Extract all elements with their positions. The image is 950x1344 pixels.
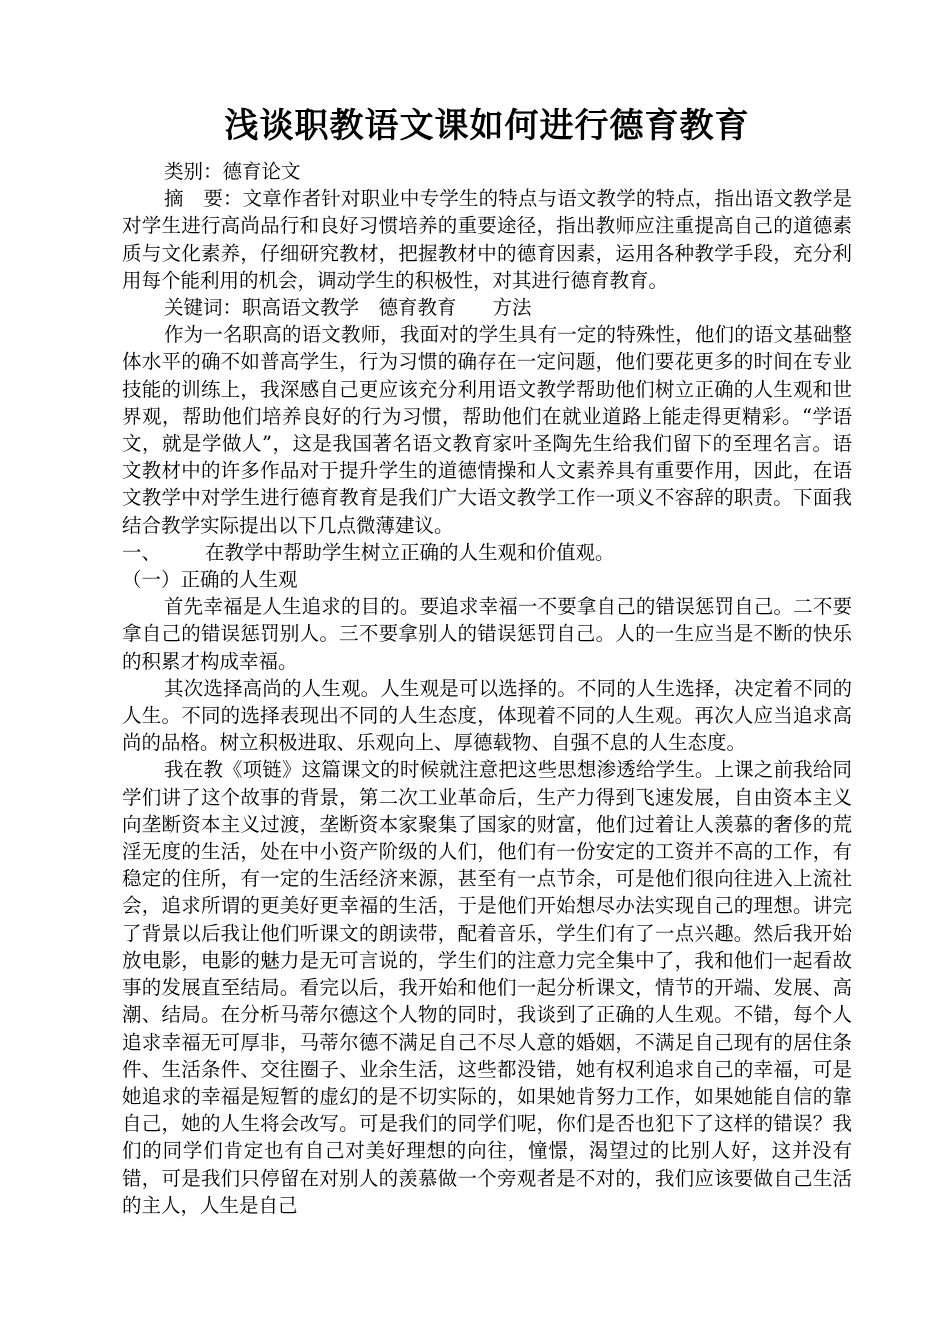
- section-title: 在教学中帮助学生树立正确的人生观和价值观。: [205, 540, 615, 564]
- section-number: 一、: [122, 540, 162, 564]
- body-paragraph-3: 我在教《项链》这篇课文的时候就注意把这些思想渗透给学生。上课之前我给同学们讲了这个故事的背景，第二次工业革命后，生产力得到飞速发展，自由资本主义向垄断资本主义过渡，垄断资本家聚集了国家的财富，他们过着让人羡慕的奢侈的荒淫无度的生活，处在中小资产阶级的人们，他们有一份安定的工资并不高的工作，有稳定的住所，有一定的生活经济来源，甚至有一点节余，可是他们很向往进入上流社会，追求所谓的更美好更幸福的生活，于是他们开始想尽办法实现自己的理想。讲完了背景以后我让他们听课文的朗读带，配着音乐，学生们有了一点兴趣。然后我开始放电影，电影的魅力是无可言说的，学生们的注意力完全集中了，我和他们一起看故事的发展直至结局。看完以后，我开始和他们一起分析课文，情节的开端、发展、高潮、结局。在分析马蒂尔德这个人物的同时，我谈到了正确的人生观。不错，每个人追求幸福无可厚非，马蒂尔德不满足自己不尽人意的婚姻，不满足自己现有的居住条件、生活条件、交往圈子、业余生活，这些都没错，她有权利追求自己的幸福，可是她追求的幸福是短暂的虚幻的是不切实际的，如果她肯努力工作，如果她能自信的靠自己，她的人生将会改写。可是我们的同学们呢，你们是否也犯下了这样的错误？我们的同学们肯定也有自己对美好理想的向往，憧憬，渴望过的比别人好，这并没有错，可是我们只停留在对别人的羡慕做一个旁观者是不对的，我们应该要做自己生活的主人，人生是自己: [122, 758, 852, 1217]
- keywords-line: [122, 294, 852, 321]
- section-heading-1: [122, 539, 852, 566]
- document-title: 浅谈职教语文课如何进行德育教育: [224, 106, 750, 146]
- keywords-text: 关键词：职高语文教学 德育教育: [164, 296, 457, 320]
- intro-paragraph: 作为一名职高的语文教师，我面对的学生具有一定的特殊性，他们的语文基础整体水平的确不如普高学生，行为习惯的确存在一定问题，他们要花更多的时间在专业技能的训练上，我深感自己更应该充分利用语文教学帮助他们树立正确的人生观和世界观，帮助他们培养良好的行为习惯，帮助他们在就业道路上能走得更精彩。“学语文，就是学做人”，这是我国著名语文教育家叶圣陶先生给我们留下的至理名言。语文教材中的许多作品对于提升学生的道德情操和人文素养具有重要作用，因此，在语文教学中对学生进行德育教育是我们广大语文教学工作一项义不容辞的职责。下面我结合教学实际提出以下几点微薄建议。: [122, 323, 852, 537]
- keywords-last: 方法: [492, 296, 532, 320]
- document-page: [122, 100, 852, 1219]
- body-paragraph-2: 其次选择高尚的人生观。人生观是可以选择的。不同的人生选择，决定着不同的人生。不同的选择表现出不同的人生态度，体现着不同的人生观。再次人应当追求高尚的品格。树立积极进取、乐观向上、厚德载物、自强不息的人生态度。: [122, 676, 852, 755]
- category-line: 类别：德育论文: [164, 160, 301, 183]
- abstract-paragraph: 摘 要：文章作者针对职业中专学生的特点与语文教学的特点，指出语文教学是对学生进行高尚品行和良好习惯培养的重要途径，指出教师应注重提高自己的道德素质与文化素养，仔细研究教材，把握教材中的德育因素，运用各种教学手段，充分利用每个能利用的机会，调动学生的积极性，对其进行德育教育。: [122, 187, 852, 292]
- subsection-heading-1: （一）正确的人生观: [122, 568, 298, 592]
- body-paragraph-1: 首先幸福是人生追求的目的。要追求幸福一不要拿自己的错误惩罚自己。二不要拿自己的错误惩罚别人。三不要拿别人的错误惩罚自己。人的一生应当是不断的快乐的积累才构成幸福。: [122, 595, 852, 673]
